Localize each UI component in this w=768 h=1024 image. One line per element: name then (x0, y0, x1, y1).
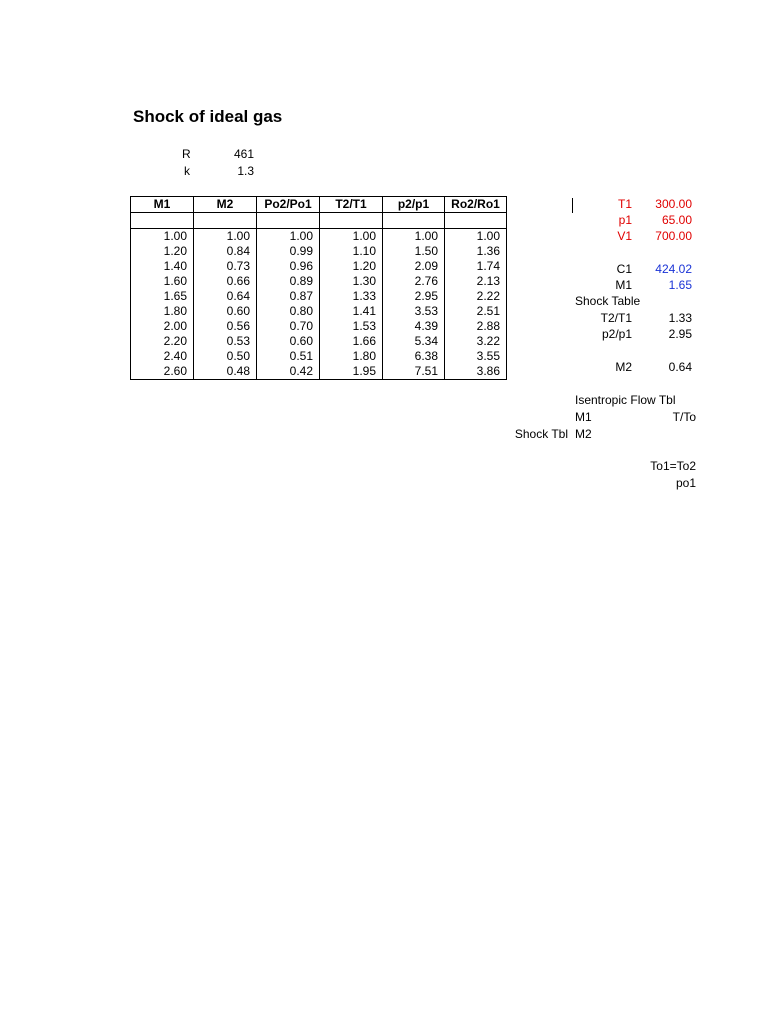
cell-po2-po1[interactable]: 0.87 (257, 289, 320, 304)
cell-t2-t1[interactable]: 1.53 (320, 319, 383, 334)
shock-tbl-label: Shock Tbl (514, 427, 568, 441)
t1-label: T1 (617, 197, 632, 211)
cell-po2-po1[interactable]: 0.99 (257, 244, 320, 259)
cell-m1[interactable]: 2.40 (131, 349, 194, 364)
cell-p2-p1[interactable]: 7.51 (383, 364, 445, 380)
isentropic-t-to-label: T/To (672, 410, 696, 424)
header-po2-po1: Po2/Po1 (257, 197, 320, 213)
table-cell[interactable] (320, 213, 383, 229)
isentropic-m1-label: M1 (575, 410, 592, 424)
table-row (131, 274, 507, 289)
table-cell[interactable] (131, 213, 194, 229)
cell-po2-po1[interactable]: 0.42 (257, 364, 320, 380)
cell-t2-t1[interactable]: 1.41 (320, 304, 383, 319)
cell-ro2-ro1[interactable]: 3.86 (445, 364, 507, 380)
cell-m1[interactable]: 2.60 (131, 364, 194, 380)
shock-table-body (131, 229, 507, 380)
cell-m1[interactable]: 2.20 (131, 334, 194, 349)
cell-m1[interactable]: 2.00 (131, 319, 194, 334)
cell-m2[interactable]: 0.60 (194, 304, 257, 319)
header-m1: M1 (131, 197, 194, 213)
cell-t2-t1[interactable]: 1.33 (320, 289, 383, 304)
cell-t2-t1[interactable]: 1.80 (320, 349, 383, 364)
table-row (131, 304, 507, 319)
cell-ro2-ro1[interactable]: 1.36 (445, 244, 507, 259)
v1-label: V1 (617, 229, 632, 243)
cell-p2-p1[interactable]: 1.50 (383, 244, 445, 259)
cell-po2-po1[interactable]: 0.51 (257, 349, 320, 364)
table-row (131, 229, 507, 245)
cell-t2-t1[interactable]: 1.66 (320, 334, 383, 349)
table-cell[interactable] (383, 213, 445, 229)
c1-value[interactable]: 424.02 (655, 262, 692, 276)
cell-t2-t1[interactable]: 1.10 (320, 244, 383, 259)
table-row (131, 334, 507, 349)
cell-m2[interactable]: 0.73 (194, 259, 257, 274)
cell-t2-t1[interactable]: 1.00 (320, 229, 383, 245)
table-blank-row (131, 213, 507, 229)
m2-value[interactable]: 0.64 (668, 360, 692, 374)
cell-m1[interactable]: 1.65 (131, 289, 194, 304)
header-p2-p1: p2/p1 (383, 197, 445, 213)
cell-m2[interactable]: 0.84 (194, 244, 257, 259)
cell-t2-t1[interactable]: 1.20 (320, 259, 383, 274)
cell-po2-po1[interactable]: 0.70 (257, 319, 320, 334)
v1-value[interactable]: 700.00 (655, 229, 692, 243)
cell-m1[interactable]: 1.20 (131, 244, 194, 259)
cell-ro2-ro1[interactable]: 2.51 (445, 304, 507, 319)
cell-po2-po1[interactable]: 0.80 (257, 304, 320, 319)
p2-p1-value[interactable]: 2.95 (668, 327, 692, 341)
cell-po2-po1[interactable]: 0.96 (257, 259, 320, 274)
cell-ro2-ro1[interactable]: 1.74 (445, 259, 507, 274)
table-row (131, 364, 507, 380)
table-row (131, 289, 507, 304)
cell-m1[interactable]: 1.40 (131, 259, 194, 274)
header-t2-t1: T2/T1 (320, 197, 383, 213)
cell-ro2-ro1[interactable]: 1.00 (445, 229, 507, 245)
cell-p2-p1[interactable]: 1.00 (383, 229, 445, 245)
table-row (131, 244, 507, 259)
t2-t1-label: T2/T1 (600, 311, 632, 325)
cell-po2-po1[interactable]: 1.00 (257, 229, 320, 245)
cell-m2[interactable]: 0.56 (194, 319, 257, 334)
cell-ro2-ro1[interactable]: 3.22 (445, 334, 507, 349)
constant-k-label: k (184, 164, 190, 178)
cell-m2[interactable]: 0.53 (194, 334, 257, 349)
to1-to2-label: To1=To2 (650, 459, 696, 473)
table-header-row (131, 197, 507, 213)
m1-label: M1 (615, 278, 632, 292)
cell-m1[interactable]: 1.80 (131, 304, 194, 319)
header-m2: M2 (194, 197, 257, 213)
cell-p2-p1[interactable]: 2.95 (383, 289, 445, 304)
p1-value[interactable]: 65.00 (661, 213, 692, 227)
table-cell[interactable] (257, 213, 320, 229)
constant-r-value[interactable]: 461 (233, 147, 254, 161)
cell-ro2-ro1[interactable]: 2.88 (445, 319, 507, 334)
shock-table (130, 196, 507, 380)
po1-label: po1 (675, 476, 696, 490)
cell-m1[interactable]: 1.60 (131, 274, 194, 289)
cell-m1[interactable]: 1.00 (131, 229, 194, 245)
cell-p2-p1[interactable]: 4.39 (383, 319, 445, 334)
isentropic-heading: Isentropic Flow Tbl (575, 393, 676, 407)
cell-ro2-ro1[interactable]: 3.55 (445, 349, 507, 364)
cell-m2[interactable]: 0.48 (194, 364, 257, 380)
cell-t2-t1[interactable]: 1.95 (320, 364, 383, 380)
cell-m2[interactable]: 0.50 (194, 349, 257, 364)
cell-po2-po1[interactable]: 0.60 (257, 334, 320, 349)
isentropic-m2-label: M2 (575, 427, 592, 441)
shock-table-heading: Shock Table (575, 294, 641, 308)
cell-p2-p1[interactable]: 3.53 (383, 304, 445, 319)
table-cell[interactable] (194, 213, 257, 229)
m1-value[interactable]: 1.65 (668, 278, 692, 292)
m2-label: M2 (615, 360, 632, 374)
cell-m2[interactable]: 0.66 (194, 274, 257, 289)
header-ro2-ro1: Ro2/Ro1 (445, 197, 507, 213)
cell-ro2-ro1[interactable]: 2.13 (445, 274, 507, 289)
p1-label: p1 (618, 213, 632, 227)
table-cell[interactable] (445, 213, 507, 229)
p2-p1-label: p2/p1 (601, 327, 632, 341)
cell-m2[interactable]: 1.00 (194, 229, 257, 245)
cell-m2[interactable]: 0.64 (194, 289, 257, 304)
t1-value[interactable]: 300.00 (655, 197, 692, 211)
cell-po2-po1[interactable]: 0.89 (257, 274, 320, 289)
table-row (131, 319, 507, 334)
table-row (131, 259, 507, 274)
cell-p2-p1[interactable]: 5.34 (383, 334, 445, 349)
cell-t2-t1[interactable]: 1.30 (320, 274, 383, 289)
constant-r-label: R (182, 147, 191, 161)
cell-p2-p1[interactable]: 6.38 (383, 349, 445, 364)
t2-t1-value[interactable]: 1.33 (668, 311, 692, 325)
table-row (131, 349, 507, 364)
page-title: Shock of ideal gas (133, 107, 283, 126)
cell-ro2-ro1[interactable]: 2.22 (445, 289, 507, 304)
cell-p2-p1[interactable]: 2.76 (383, 274, 445, 289)
constant-k-value[interactable]: 1.3 (237, 164, 254, 178)
text-cursor (572, 198, 573, 213)
cell-p2-p1[interactable]: 2.09 (383, 259, 445, 274)
c1-label: C1 (616, 262, 632, 276)
